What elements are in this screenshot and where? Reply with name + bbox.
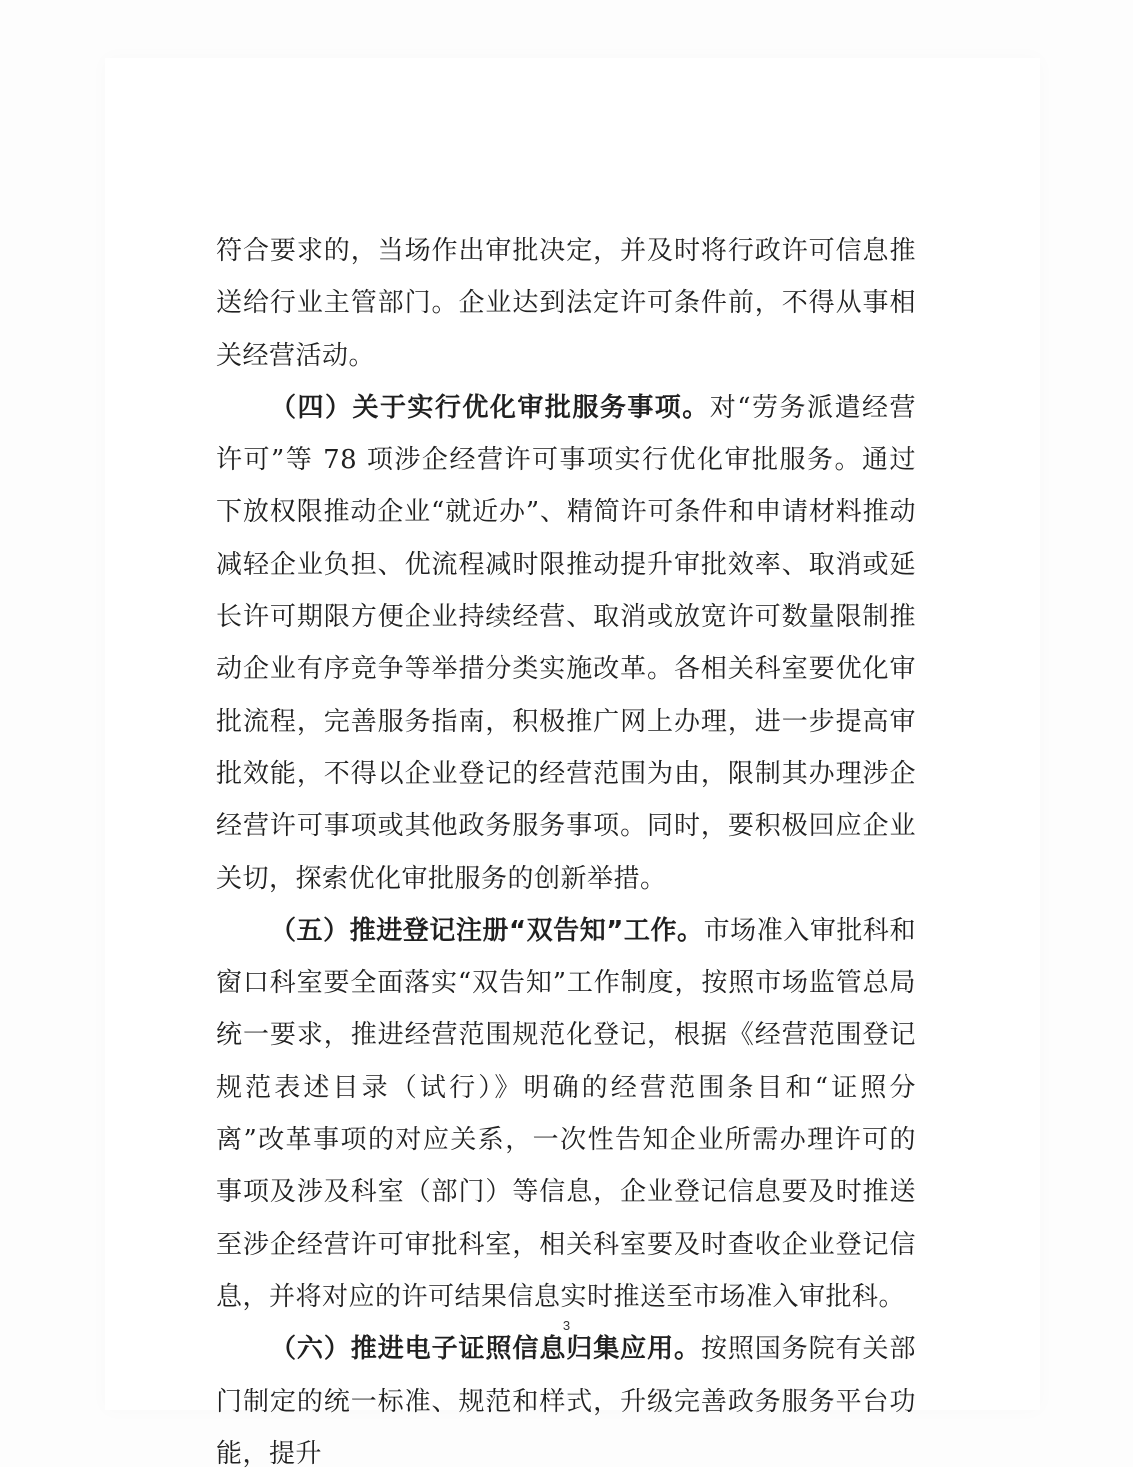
paragraph-section-five <box>216 905 916 1323</box>
paragraph-text: 市场准入审批科和窗口科室要全面落实“双告知”工作制度，按照市场监管总局统一要求，推进经营范围规范化登记，根据《经营范围登记规范表述目录（试行）》明确的经营范围条目和“证照分离”改革事项的对应关系，一次性告知企业所需办理许可的事项及涉及科室（部门）等信息，企业登记信息要及时推送至涉企经营许可审批科室，相关科室要及时查收企业登记信息，并将对应的许可结果信息实时推送至市场准入审批科。 <box>216 915 916 1312</box>
paragraph-text: 符合要求的，当场作出审批决定，并及时将行政许可信息推送给行业主管部门。企业达到法定许可条件前，不得从事相关经营活动。 <box>216 236 916 371</box>
paragraph-section-six <box>216 1323 916 1480</box>
paragraph-section-four <box>216 382 916 905</box>
section-heading: （五）推进登记注册“双告知”工作。 <box>270 915 704 946</box>
section-heading: （六）推进电子证照信息归集应用。 <box>270 1334 701 1365</box>
paragraph-text: 按照国务院有关部门制定的统一标准、规范和样式，升级完善政务服务平台功能，提升 <box>216 1334 916 1469</box>
section-heading: （四）关于实行优化审批服务事项。 <box>270 392 710 423</box>
paragraph-continuation <box>216 225 916 382</box>
document-body <box>216 225 916 1480</box>
page-number: 3 <box>562 1318 571 1333</box>
paragraph-text: 对“劳务派遣经营许可”等 78 项涉企经营许可事项实行优化审批服务。通过下放权限推动企业“就近办”、精简许可条件和申请材料推动减轻企业负担、优流程减时限推动提升审批效率、取消或延长许可期限方便企业持续经营、取消或放宽许可数量限制推动企业有序竞争等举措分类实施改革。各相关科室要优化审批流程，完善服务指南，积极推广网上办理，进一步提高审批效能，不得以企业登记的经营范围为由，限制其办理涉企经营许可事项或其他政务服务事项。同时，要积极回应企业关切，探索优化审批服务的创新举措。 <box>216 392 916 894</box>
